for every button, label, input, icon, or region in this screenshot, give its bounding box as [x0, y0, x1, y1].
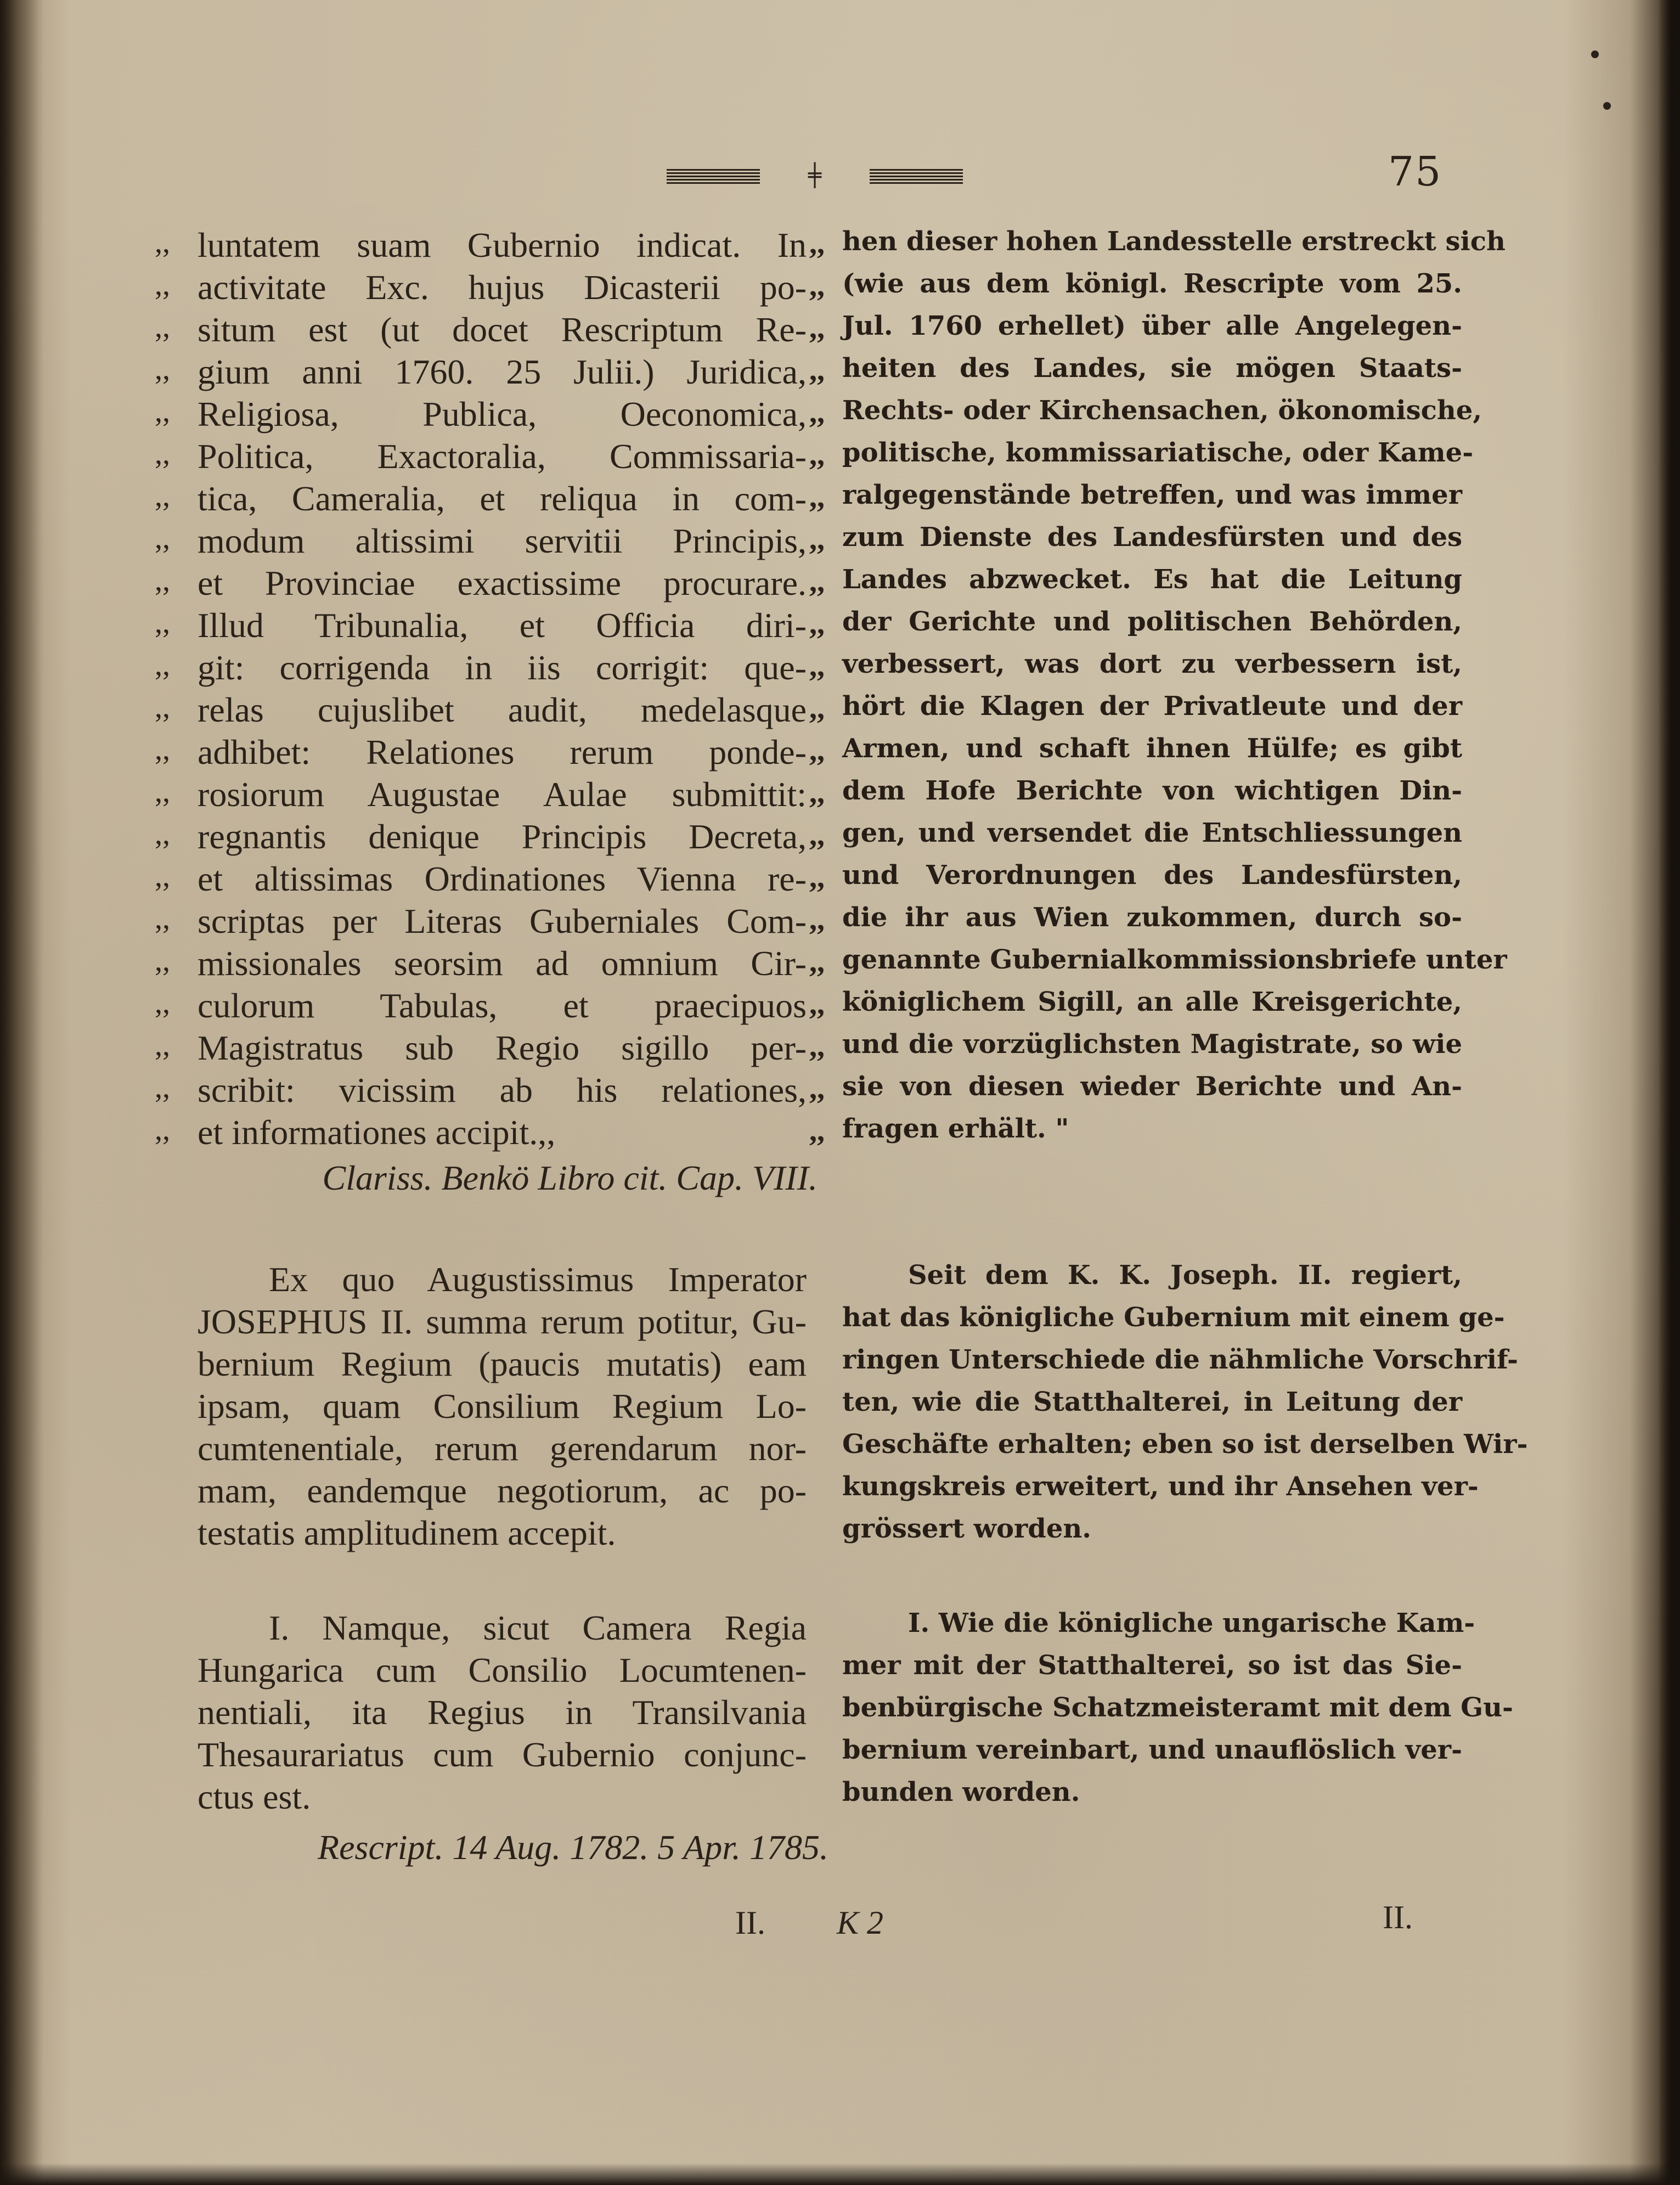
latin-rescript-reference: Rescript. 14 Aug. 1782. 5 Apr. 1785.	[318, 1828, 828, 1867]
latin-text-line: scriptas per Literas Guberniales Com-	[198, 902, 807, 941]
german-text-line: benbürgische Schatzmeisteramt mit dem Gu-	[842, 1692, 1513, 1723]
quotation-mark: ,,	[155, 775, 170, 809]
quotation-mark: ,,	[809, 818, 825, 852]
quotation-mark: ,,	[155, 859, 170, 893]
quotation-mark: ,,	[809, 649, 825, 683]
latin-text-line: Thesaurariatus cum Gubernio conjunc-	[198, 1735, 807, 1774]
german-text-line: die ihr aus Wien zukommen, durch so-	[842, 902, 1462, 933]
latin-text-line: activitate Exc. hujus Dicasterii po-	[198, 268, 807, 307]
quotation-mark: ,,	[155, 1071, 170, 1105]
latin-text-line: scribit: vicissim ab his relationes,	[198, 1071, 807, 1110]
latin-text-line: JOSEPHUS II. summa rerum potitur, Gu-	[198, 1302, 807, 1341]
german-text-line: Geschäfte erhalten; eben so ist derselben Wir-	[842, 1429, 1528, 1460]
page-bottom-edge	[0, 2163, 1680, 2185]
quotation-mark: ,,	[155, 352, 170, 386]
page-number: 75	[1388, 148, 1442, 195]
german-text-line: verbessert, was dort zu verbessern ist,	[842, 649, 1462, 679]
german-text-line: heiten des Landes, sie mögen Staats-	[842, 353, 1462, 384]
latin-text-line: nentiali, ita Regius in Transilvania	[198, 1693, 807, 1732]
quotation-mark: ,,	[155, 817, 170, 851]
quotation-mark: ,,	[809, 607, 825, 641]
ornament-rule-left	[667, 169, 760, 184]
quotation-mark: ,,	[809, 269, 825, 303]
quotation-mark: ,,	[155, 437, 170, 471]
german-text-line: ten, wie die Statthalterei, in Leitung der	[842, 1387, 1462, 1417]
latin-text-line: I. Namque, sicut Camera Regia	[269, 1608, 807, 1647]
latin-text-line: et informationes accipit.,,	[198, 1113, 556, 1152]
german-text-line: mer mit der Statthalterei, so ist das Sie-	[842, 1650, 1462, 1681]
quotation-mark: ,,	[809, 565, 825, 599]
ink-speck	[1603, 102, 1611, 110]
quotation-mark: ,,	[809, 860, 825, 894]
latin-text-line: bernium Regium (paucis mutatis) eam	[198, 1344, 807, 1383]
german-text-line: bunden worden.	[842, 1777, 1080, 1807]
quotation-mark: ,,	[155, 268, 170, 302]
quotation-mark: ,,	[155, 648, 170, 682]
quotation-mark: ,,	[809, 353, 825, 387]
german-text-line: ralgegenstände betreffen, und was immer	[842, 480, 1462, 510]
quotation-mark: ,,	[809, 734, 825, 768]
quotation-mark: ,,	[155, 395, 170, 429]
quotation-mark: ,,	[155, 986, 170, 1020]
quotation-mark: ,,	[155, 902, 170, 936]
quotation-mark: ,,	[155, 1113, 170, 1147]
german-text-line: und die vorzüglichsten Magistrate, so wie	[842, 1029, 1462, 1060]
header-ornament	[667, 162, 974, 190]
quotation-mark: ,,	[809, 945, 825, 979]
quotation-mark: ,,	[809, 480, 825, 514]
latin-text-line: rosiorum Augustae Aulae submittit:	[198, 775, 807, 814]
quotation-mark: ,,	[155, 226, 170, 260]
page-gutter-shadow	[0, 0, 44, 2185]
german-text-line: kungskreis erweitert, und ihr Ansehen ver-	[842, 1471, 1479, 1502]
ornament-center-glyph: ╪	[808, 163, 822, 188]
catchword-latin: II.	[735, 1905, 765, 1941]
quotation-mark: ,,	[809, 311, 825, 345]
latin-text-line: Politica, Exactoralia, Commissaria-	[198, 437, 807, 476]
german-text-line: zum Dienste des Landesfürsten und des	[842, 522, 1462, 553]
latin-text-line: Religiosa, Publica, Oeconomica,	[198, 395, 807, 433]
page-right-edge	[1658, 0, 1680, 2185]
quotation-mark: ,,	[155, 733, 170, 767]
german-text-line: dem Hofe Berichte von wichtigen Din-	[842, 775, 1462, 806]
latin-text-line: cumtenentiale, rerum gerendarum nor-	[198, 1429, 807, 1468]
german-text-line: I. Wie die königliche ungarische Kam-	[908, 1608, 1475, 1638]
german-text-line: Armen, und schaft ihnen Hülfe; es gibt	[842, 733, 1462, 764]
quotation-mark: ,,	[809, 1029, 825, 1063]
german-text-line: ringen Unterschiede die nähmliche Vorschrif-	[842, 1344, 1518, 1375]
latin-text-line: gium anni 1760. 25 Julii.) Juridica,	[198, 352, 807, 391]
latin-text-line: relas cujuslibet audit, medelasque	[198, 690, 807, 729]
german-text-line: (wie aus dem königl. Rescripte vom 25.	[842, 268, 1462, 299]
german-text-line: Rechts- oder Kirchensachen, ökonomische,	[842, 395, 1482, 426]
signature-mark: K 2	[837, 1905, 884, 1941]
quotation-mark: ,,	[155, 1028, 170, 1062]
latin-text-line: Ex quo Augustissimus Imperator	[269, 1260, 807, 1299]
quotation-mark: ,,	[809, 522, 825, 556]
latin-citation: Clariss. Benkö Libro cit. Cap. VIII.	[322, 1158, 818, 1197]
latin-text-line: culorum Tabulas, et praecipuos	[198, 986, 807, 1025]
quotation-mark: ,,	[155, 944, 170, 978]
german-text-line: gen, und versendet die Entschliessungen	[842, 818, 1462, 848]
latin-text-line: et Provinciae exactissime procurare.	[198, 564, 807, 602]
latin-text-line: testatis amplitudinem accepit.	[198, 1513, 616, 1552]
catchword-german: II.	[1383, 1899, 1413, 1935]
german-text-line: hen dieser hohen Landesstelle erstreckt sich	[842, 226, 1506, 257]
quotation-mark: ,,	[809, 396, 825, 430]
latin-text-line: Magistratus sub Regio sigillo per-	[198, 1028, 807, 1067]
quotation-mark: ,,	[809, 776, 825, 810]
german-text-line: sie von diesen wieder Berichte und An-	[842, 1071, 1462, 1102]
german-text-line: politische, kommissariatische, oder Kame-	[842, 437, 1474, 468]
german-text-line: Seit dem K. K. Joseph. II. regiert,	[908, 1260, 1462, 1291]
german-text-line: Landes abzwecket. Es hat die Leitung	[842, 564, 1462, 595]
latin-text-line: Illud Tribunalia, et Officia diri-	[198, 606, 807, 645]
ornament-rule-right	[870, 169, 963, 184]
quotation-mark: ,,	[155, 606, 170, 640]
latin-text-line: regnantis denique Principis Decreta,	[198, 817, 807, 856]
latin-text-line: adhibet: Relationes rerum ponde-	[198, 733, 807, 771]
german-text-line: bernium vereinbart, und unauflöslich ver-	[842, 1735, 1462, 1765]
german-text-line: grössert worden.	[842, 1513, 1091, 1544]
latin-text-line: luntatem suam Gubernio indicat. In	[198, 226, 807, 264]
latin-text-line: mam, eandemque negotiorum, ac po-	[198, 1471, 807, 1510]
ink-speck	[1591, 50, 1599, 58]
quotation-mark: ,,	[809, 987, 825, 1021]
quotation-mark: ,,	[809, 1114, 825, 1148]
german-text-line: und Verordnungen des Landesfürsten,	[842, 860, 1462, 891]
german-text-line: genannte Gubernialkommissionsbriefe unter	[842, 944, 1507, 975]
latin-text-line: tica, Cameralia, et reliqua in com-	[198, 479, 807, 518]
quotation-mark: ,,	[155, 310, 170, 344]
latin-text-line: Hungarica cum Consilio Locumtenen-	[198, 1651, 807, 1690]
german-text-line: königlichem Sigill, an alle Kreisgerichte,	[842, 987, 1462, 1017]
latin-text-line: ctus est.	[198, 1777, 311, 1816]
quotation-mark: ,,	[809, 903, 825, 937]
latin-text-line: situm est (ut docet Rescriptum Re-	[198, 310, 807, 349]
latin-text-line: ipsam, quam Consilium Regium Lo-	[198, 1387, 807, 1426]
german-text-line: Jul. 1760 erhellet) über alle Angelegen-	[842, 311, 1462, 341]
quotation-mark: ,,	[809, 227, 825, 261]
quotation-mark: ,,	[809, 1072, 825, 1106]
german-text-line: hat das königliche Gubernium mit einem ge-	[842, 1302, 1505, 1333]
german-text-line: hört die Klagen der Privatleute und der	[842, 691, 1462, 722]
quotation-mark: ,,	[155, 521, 170, 555]
latin-text-line: missionales seorsim ad omnium Cir-	[198, 944, 807, 983]
german-text-line: fragen erhält. "	[842, 1113, 1069, 1144]
quotation-mark: ,,	[809, 691, 825, 725]
latin-text-line: et altissimas Ordinationes Vienna re-	[198, 859, 807, 898]
quotation-mark: ,,	[155, 690, 170, 724]
quotation-mark: ,,	[155, 479, 170, 513]
latin-text-line: modum altissimi servitii Principis,	[198, 521, 807, 560]
latin-text-line: git: corrigenda in iis corrigit: que-	[198, 648, 807, 687]
quotation-mark: ,,	[809, 438, 825, 472]
german-text-line: der Gerichte und politischen Behörden,	[842, 606, 1462, 637]
quotation-mark: ,,	[155, 564, 170, 598]
